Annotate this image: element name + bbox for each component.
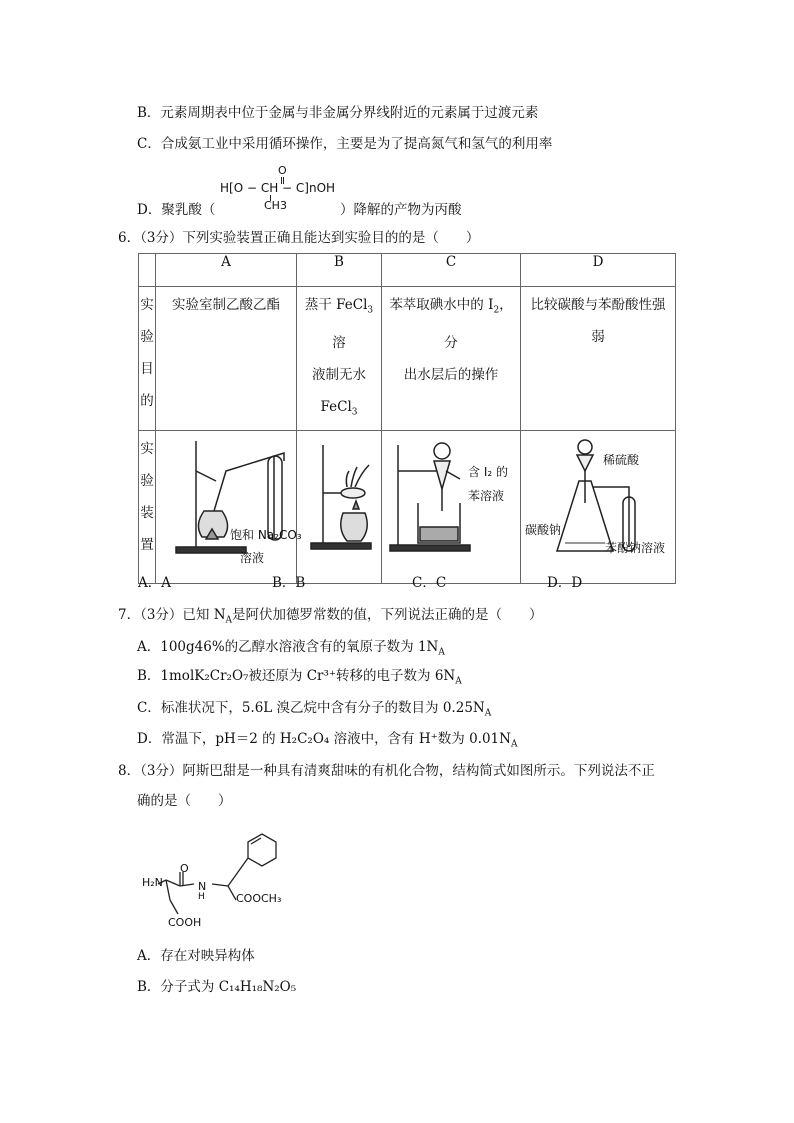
- goal-a: 实验室制乙酸乙酯: [156, 287, 297, 431]
- header-a: A: [156, 254, 297, 287]
- header-blank: [139, 254, 156, 287]
- separatory-funnel-icon: [382, 431, 520, 579]
- goal-row-label: 实 验 目 的: [139, 287, 156, 431]
- carboxyl-group: COOH: [168, 916, 202, 929]
- q8-stem-line2: 确的是（ ）: [137, 793, 232, 809]
- q7-option-b: B．1molK₂Cr₂O₇被还原为 Cr³⁺转移的电子数为 $6N_A$: [137, 668, 462, 687]
- amino-group: H₂N: [142, 876, 163, 889]
- q6-stem: 6．（3分）下列实验装置正确且能达到实验目的的是（ ）: [118, 230, 480, 246]
- apparatus-d: [521, 431, 676, 584]
- q5-option-b: B．元素周期表中位于金属与非金属分界线附近的元素属于过渡元素: [137, 105, 539, 121]
- q7-option-d: D．常温下，pH＝2 的 H₂C₂O₄ 溶液中，含有 H⁺数为 $0.01N_A$: [137, 731, 518, 750]
- q7-option-c: C．标准状况下，5.6L 溴乙烷中含有分子的数目为 $0.25N_A$: [137, 700, 492, 719]
- goal-b: 蒸干 FeCl$_3$溶 液制无水 FeCl$_3$: [297, 287, 382, 431]
- q8-stem-line1: 8．（3分）阿斯巴甜是一种具有清爽甜味的有机化合物，结构简式如图所示。下列说法不正: [118, 763, 655, 779]
- acid-strength-apparatus-icon: [521, 431, 675, 579]
- q7-stem: 7．（3分）已知 $N_A$是阿伏加德罗常数的值，下列说法正确的是（ ）: [118, 607, 543, 626]
- header-c: C: [382, 254, 521, 287]
- table-header-row: [139, 254, 676, 287]
- header-b: B: [297, 254, 382, 287]
- amide-hydrogen: H: [198, 892, 205, 902]
- q5-option-d-suffix: ）降解的产物为丙酸: [340, 202, 462, 218]
- label-sodium-phenoxide: 苯酚钠溶液: [605, 541, 666, 556]
- header-d: D: [521, 254, 676, 287]
- formula-methyl: CH3: [264, 199, 287, 212]
- q6-option-d: D．D: [547, 575, 583, 591]
- apparatus-c: [382, 431, 521, 584]
- formula-carbonyl-o: O: [278, 164, 287, 177]
- q8-option-a: A．存在对映异构体: [137, 948, 255, 964]
- label-sodium-carbonate: 碳酸钠: [525, 523, 562, 538]
- experiment-table: [138, 253, 676, 584]
- q6-option-c: C．C: [412, 575, 447, 591]
- q5-option-c: C．合成氨工业中采用循环操作，主要是为了提高氮气和氢气的利用率: [137, 136, 553, 152]
- apparatus-row-label: 实 验 装 置: [139, 431, 156, 584]
- label-i2-contain: 含 I₂ 的: [468, 465, 508, 480]
- q6-option-a: A．A: [138, 575, 171, 591]
- carbonyl-oxygen: O: [180, 862, 189, 875]
- label-benzene-solution: 苯溶液: [468, 489, 505, 504]
- ester-group: COOCH₃: [236, 892, 282, 905]
- goal-row: [139, 287, 676, 431]
- label-solution-a: 溶液: [240, 551, 265, 566]
- q7-option-a: A．100g46%的乙醇水溶液含有的氧原子数为 $1N_A$: [137, 639, 445, 658]
- q5-option-d-prefix: D．聚乳酸（: [137, 202, 216, 218]
- apparatus-a: [156, 431, 302, 584]
- apparatus-row: [139, 431, 676, 584]
- label-dilute-sulfuric-acid: 稀硫酸: [603, 453, 640, 468]
- apparatus-b: [297, 431, 382, 584]
- q8-option-b: B．分子式为 C₁₄H₁₈N₂O₅: [137, 979, 297, 995]
- label-saturated-na2co3: 饱和 Na₂CO₃: [230, 528, 302, 543]
- goal-c: 苯萃取碘水中的 $I_2$，分 出水层后的操作: [382, 287, 521, 431]
- amide-nitrogen: N: [198, 880, 207, 893]
- polylactic-formula: H[O − CH − C]nOH: [220, 181, 336, 195]
- esterification-apparatus-icon: [156, 431, 296, 579]
- evaporation-apparatus-icon: [297, 431, 381, 579]
- goal-d: 比较碳酸与苯酚酸性强 弱: [521, 287, 676, 431]
- q6-option-b: B．B: [272, 575, 306, 591]
